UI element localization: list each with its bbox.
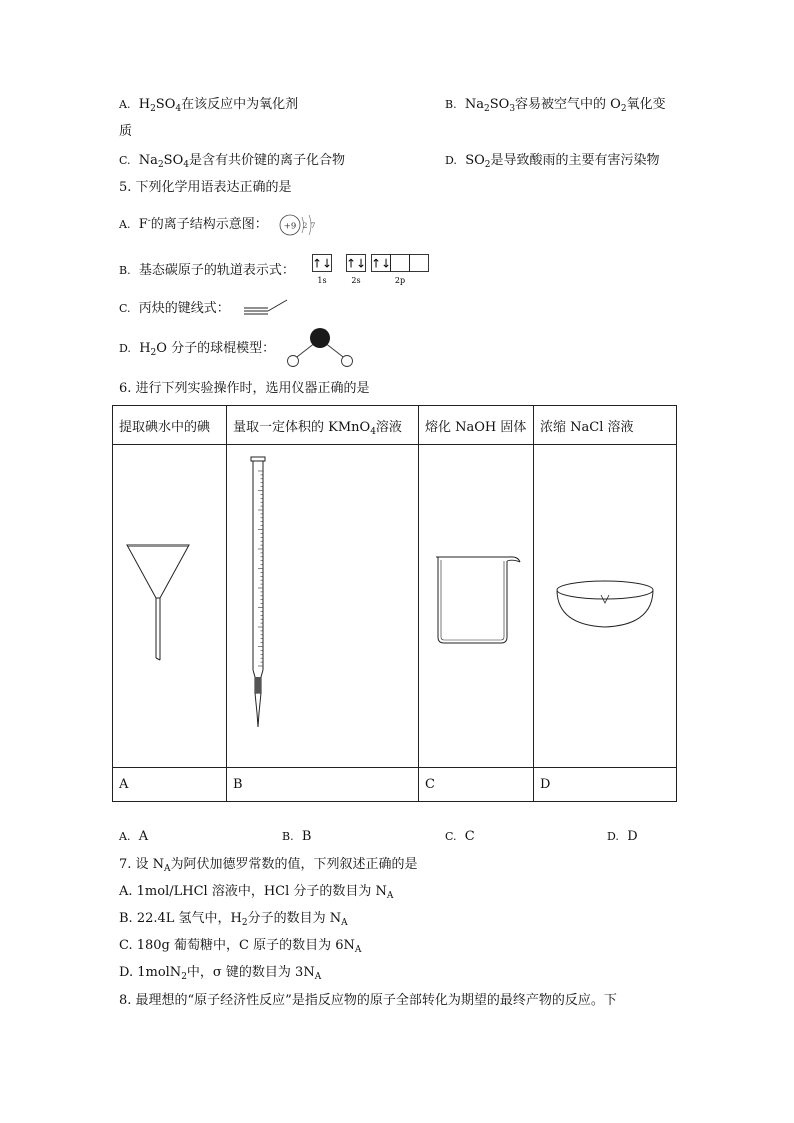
q4-option-a: A. $H_2SO_4$在该反应中为氧化剂 [119, 97, 299, 114]
burette-icon [227, 445, 419, 767]
q5-option-a: A. F-的离子结构示意图： [119, 216, 268, 232]
q6-label-d: D [534, 768, 677, 802]
orbital-2p-arrows: ↑↓ [370, 256, 392, 271]
q6-header-d: 浓缩 NaCl 溶液 [534, 406, 677, 445]
fluoride-ion-diagram [276, 210, 324, 240]
q6-answer-c: C. C [445, 829, 475, 844]
q6-answer-d: D. D [607, 829, 638, 844]
shell-2-count: 7 [310, 221, 316, 230]
hydrogen-atom-right [342, 356, 353, 367]
orbital-label-2s: 2s [351, 276, 361, 285]
q6-header-c: 熔化 NaOH 固体 [419, 406, 534, 445]
oxygen-atom [310, 328, 330, 348]
q6-label-a: A [113, 768, 227, 802]
carbon-orbital-diagram [312, 252, 432, 286]
q6-cell-beaker [419, 445, 534, 768]
q7-option-a: A. 1mol/LHCl 溶液中，HCl 分子的数目为 $N_A$ [119, 884, 394, 901]
q6-cell-funnel [113, 445, 227, 768]
q4-option-d: D. $SO_2$是导致酸雨的主要有害污染物 [445, 153, 660, 170]
q4-option-c: C. $Na_2SO_4$是含有共价键的离子化合物 [119, 153, 345, 170]
orbital-label-2p: 2p [394, 276, 406, 285]
funnel-icon [113, 445, 227, 767]
q5-option-b: B. 基态碳原子的轨道表示式： [119, 263, 295, 278]
q8-stem: 8. 最理想的“原子经济性反应”是指反应物的原子全部转化为期望的最终产物的反应。下 [119, 993, 617, 1008]
orbital-1s-arrows: ↑↓ [312, 256, 333, 271]
q5-option-c: C. 丙炔的键线式： [119, 301, 230, 316]
nucleus-charge: +9 [283, 221, 297, 232]
q6-answer-a: A. A [119, 829, 149, 844]
propyne-skeletal-formula [242, 296, 290, 318]
shell-1-count: 2 [302, 221, 308, 230]
q4-option-b-wrap: 质 [119, 124, 133, 139]
q7-option-d: D. 1molN$_2$中，σ 键的数目为 $3N_A$ [119, 965, 322, 982]
q6-label-c: C [419, 768, 534, 802]
evaporating-dish-icon [534, 445, 677, 767]
q6-table [112, 405, 677, 802]
q6-header-a: 提取碘水中的碘 [113, 406, 227, 445]
q6-answer-b: B. B [282, 829, 312, 844]
q6-cell-burette [227, 445, 419, 768]
q6-label-b: B [227, 768, 419, 802]
water-ball-stick-model [282, 326, 358, 370]
q7-stem: 7. 设 $N_A$为阿伏加德罗常数的值，下列叙述正确的是 [119, 857, 418, 874]
beaker-icon [419, 445, 534, 767]
q6-stem: 6. 进行下列实验操作时，选用仪器正确的是 [119, 381, 370, 396]
q7-option-b: B. 22.4L 氢气中，$H_2$分子的数目为 $N_A$ [119, 911, 348, 928]
q5-stem: 5. 下列化学用语表达正确的是 [119, 180, 292, 195]
orbital-label-1s: 1s [317, 276, 327, 285]
q6-header-b: 量取一定体积的 KMnO$_4$溶液 [227, 406, 419, 445]
q6-cell-evaporating-dish [534, 445, 677, 768]
q4-option-b: B. $Na_2SO_3$容易被空气中的 $O_2$氧化变 [445, 97, 666, 114]
hydrogen-atom-left [288, 356, 299, 367]
q7-option-c: C. 180g 葡萄糖中，C 原子的数目为 $6N_A$ [119, 938, 362, 955]
orbital-2s-arrows: ↑↓ [345, 256, 367, 271]
q5-option-d: D. $H_2O$ 分子的球棍模型： [119, 341, 276, 358]
